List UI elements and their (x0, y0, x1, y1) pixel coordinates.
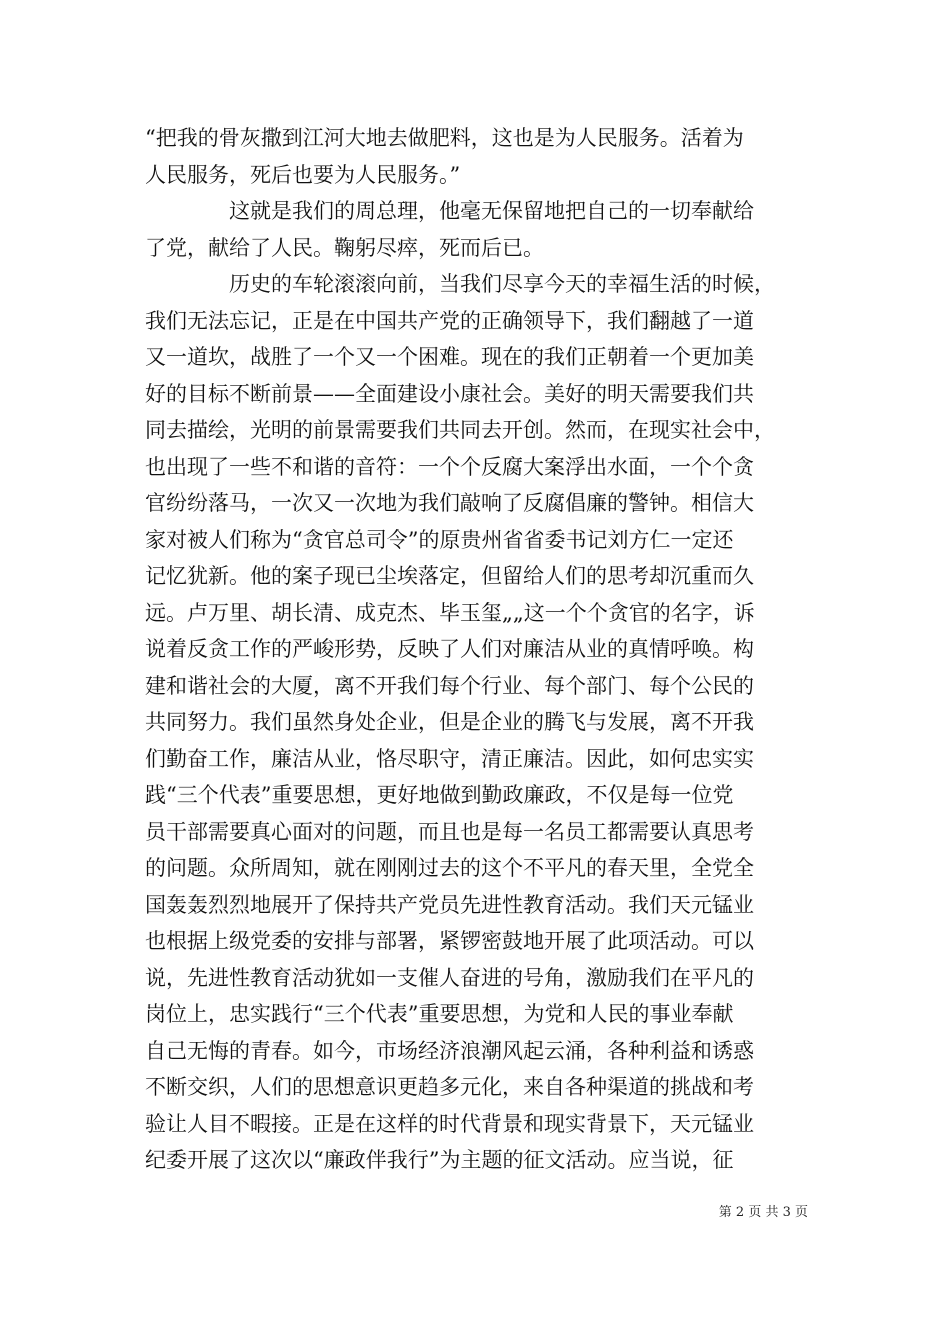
page-number-footer: 第 2 页 共 3 页 (718, 1205, 808, 1220)
document-body (145, 120, 825, 1179)
paragraph-premier: 这就是我们的周总理，他毫无保留地把自己的一切奉献给 了党，献给了人民。鞠躬尽瘁，死而后已。 (145, 199, 754, 260)
paragraph-quote: “把我的骨灰撒到江河大地去做肥料，这也是为人民服务。活着为 人民服务，死后也要为人民服务。” (145, 126, 744, 187)
paragraph-history: 历史的车轮滚滚向前，当我们尽享今天的幸福生活的时候， 我们无法忘记，正是在中国共产党的正确领导下，我们翻越了一道 又一道坎，战胜了一个又一个困难。现在的我们正朝着一个更加美 好的目标不断前景——全面建设小康社会。美好的明天需要我们共 同去描绘，光明的前景需要我们共同去开创。然而，在现实社会中， 也出现了一些不和谐的音符：一个个反腐大案浮出水面，一个个贪 官纷纷落马，一次又一次地为我们敲响了反腐倡廉的警钟。相信大 家对被人们称为“贪官总司令”的原贵州省省委书记刘方仁一定还 记忆犹新。他的案子现已尘埃落定，但留给人们的思考却沉重而久 远。卢万里、胡长清、成克杰、毕玉玺„„这一个个贪官的名字，诉 说着反贪工作的严峻形势，反映了人们对廉洁从业的真情呼唤。构 建和谐社会的大厦，离不开我们每个行业、每个部门、每个公民的 共同努力。我们虽然身处企业，但是企业的腾飞与发展，离不开我 们勤奋工作，廉洁从业，恪尽职守，清正廉洁。因此，如何忠实实 践“三个代表”重要思想，更好地做到勤政廉政，不仅是每一位党 员干部需要真心面对的问题，而且也是每一名员工都需要认真思考 的问题。众所周知，就在刚刚过去的这个不平凡的春天里，全党全 国轰轰烈烈地展开了保持共产党员先进性教育活动。我们天元锰业 也根据上级党委的安排与部署，紧锣密鼓地开展了此项活动。可以 说，先进性教育活动犹如一支催人奋进的号角，激励我们在平凡的 岗位上，忠实践行“三个代表”重要思想，为党和人民的事业奉献 自己无悔的青春。如今，市场经济浪潮风起云涌，各种利益和诱惑 不断交织，人们的思想意识更趋多元化，来自各种渠道的挑战和考 验让人目不暇接。正是在这样的时代背景和现实背景下，天元锰业 纪委开展了这次以“廉政伴我行”为主题的征文活动。应当说，征 (145, 272, 775, 1172)
